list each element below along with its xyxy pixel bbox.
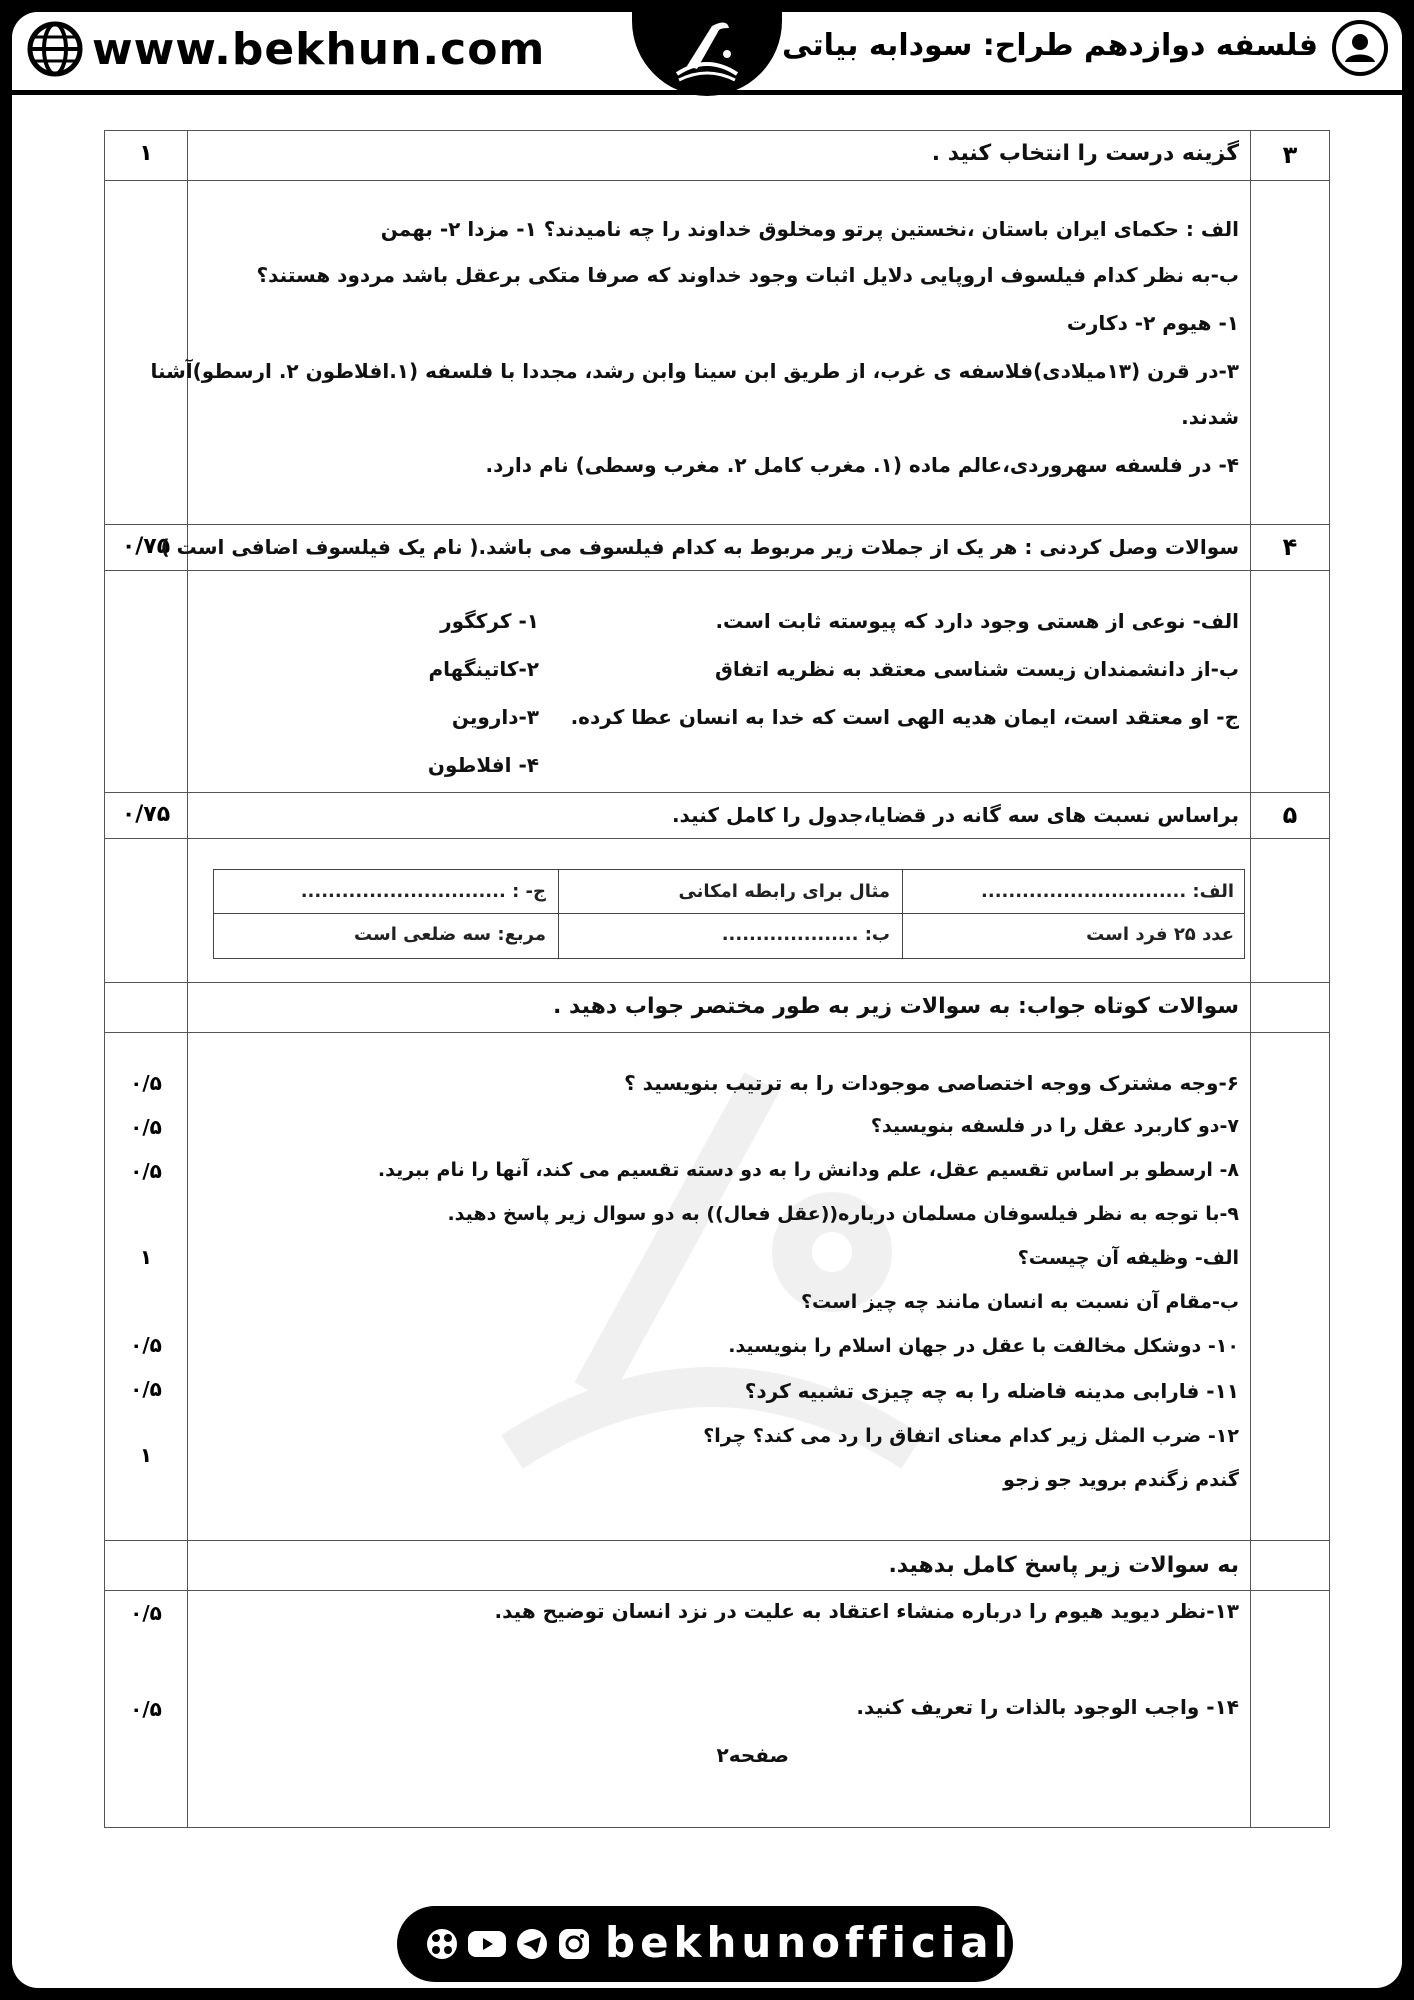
short-q10: ۱۰- دوشکل مخالفت با عقل در جهان اسلام را بنویسید. (728, 1335, 1239, 1357)
full-q14: ۱۴- واجب الوجود بالذات را تعریف کنید. (856, 1695, 1239, 1719)
logo-mark-icon (657, 14, 757, 88)
short-score-q12: ۱ (139, 1443, 153, 1467)
footer-social-bar (397, 1906, 1013, 1982)
short-score-q9: ۱ (139, 1245, 153, 1269)
full-q13: ۱۳-نظر دیوید هیوم را درباره منشاء اعتقاد به علیت در نزد انسان توضیح هید. (494, 1599, 1239, 1623)
q4-option-4: ۴- افلاطون (427, 753, 539, 777)
q3-instruction: گزینه درست را انتخاب کنید . (931, 141, 1239, 166)
user-icon (1332, 20, 1388, 76)
telegram-icon[interactable] (515, 1927, 549, 1961)
short-header-row (105, 983, 1329, 1033)
q4-option-2: ۲-کاتینگهام (428, 657, 539, 681)
q5-table (213, 869, 1245, 959)
full-instruction: به سوالات زیر پاسخ کامل بدهید. (888, 1553, 1239, 1578)
short-instruction: سوالات کوتاه جواب: به سوالات زیر به طور مختصر جواب دهید . (552, 994, 1239, 1019)
short-q7: ۷-دو کاربرد عقل را در فلسفه بنویسید؟ (870, 1115, 1239, 1137)
page-frame (12, 12, 1402, 1988)
full-score-q13: ۰/۵ (130, 1601, 162, 1625)
short-q12-proverb: گندم زگندم بروید جو زجو (1003, 1469, 1239, 1491)
footer-handle[interactable]: bekhunofficial (605, 1918, 1014, 1967)
full-body-row (105, 1591, 1329, 1827)
q3-line-4: ۴- در فلسفه سهروردی،عالم ماده (۱. مغرب کامل ۲. مغرب وسطی) نام دارد. (485, 453, 1239, 477)
q4-statement-alef: الف- نوعی از هستی وجود دارد که پیوسته ثابت است. (715, 609, 1239, 633)
short-score-q6: ۰/۵ (130, 1071, 162, 1095)
site-logo (632, 12, 782, 96)
full-score-q14: ۰/۵ (130, 1697, 162, 1721)
short-score-q10: ۰/۵ (130, 1333, 162, 1357)
youtube-icon[interactable] (467, 1927, 507, 1961)
instagram-icon[interactable] (557, 1927, 591, 1961)
page-number-label: صفحه۲ (716, 1743, 789, 1767)
short-body-row (105, 1033, 1329, 1541)
aparat-icon[interactable] (425, 1927, 459, 1961)
q5-cell-r2c3: مربع: سه ضلعی است (353, 924, 546, 945)
q4-body-row (105, 571, 1329, 793)
q3-line-3-cont: شدند. (1181, 405, 1239, 429)
short-q6: ۶-وجه مشترک ووجه اختصاصی موجودات را به ترتیب بنویسید ؟ (624, 1071, 1239, 1095)
header-title: فلسفه دوازدهم طراح: سودابه بیاتی (782, 28, 1318, 63)
globe-icon (26, 20, 84, 78)
q4-option-3: ۳-داروین (451, 705, 539, 729)
q4-option-1: ۱- کرکگور (440, 609, 539, 633)
short-q8: ۸- ارسطو بر اساس تقسیم عقل، علم ودانش را به دو دسته تقسیم می کند، آنها را نام ببرید. (377, 1159, 1239, 1181)
q3-score: ۱ (139, 141, 153, 166)
short-score-q11: ۰/۵ (130, 1377, 162, 1401)
q4-score: ۰/۷۵ (121, 534, 171, 559)
q5-header-row (105, 793, 1329, 839)
full-header-row (105, 1541, 1329, 1591)
short-score-q7: ۰/۵ (130, 1115, 162, 1139)
short-q12: ۱۲- ضرب المثل زیر کدام معنای اتفاق را رد می کند؟ چرا؟ (703, 1425, 1239, 1447)
q5-cell-r1c3: ج- : .............................. (300, 881, 546, 902)
q4-header-row (105, 525, 1329, 571)
q5-cell-r1c1: الف: .............................. (981, 881, 1234, 902)
q3-line-alef: الف : حکمای ایران باستان ،نخستین پرتو ومخلوق خداوند را چه نامیدند؟ ۱- مزدا ۲- بهمن (380, 217, 1239, 241)
short-score-q8: ۰/۵ (130, 1159, 162, 1183)
q3-line-be-options: ۱- هیوم ۲- دکارت (1066, 311, 1239, 335)
q5-number: ۵ (1282, 801, 1298, 829)
q5-body-row (105, 839, 1329, 983)
q3-header-row (105, 131, 1329, 181)
q5-cell-r1c2: مثال برای رابطه امکانی (678, 881, 890, 902)
q3-line-3: ۳-در قرن (۱۳میلادی)فلاسفه ی غرب، از طریق ابن سینا وابن رشد، مجددا با فلسفه (۱.افلاطون ۲. ارسطو)آشنا (150, 359, 1239, 383)
exam-sheet (104, 130, 1330, 1828)
q4-instruction: سوالات وصل کردنی : هر یک از جملات زیر مربوط به کدام فیلسوف می باشد.( نام یک فیلسوف اضافی است ) (160, 535, 1239, 559)
short-q9: ۹-با توجه به نظر فیلسوفان مسلمان درباره((عقل فعال)) به دو سوال زیر پاسخ دهید. (447, 1203, 1239, 1225)
short-q9-be: ب-مقام آن نسبت به انسان مانند چه چیز است؟ (800, 1291, 1239, 1313)
q3-body-row (105, 181, 1329, 525)
website-url[interactable]: www.bekhun.com (92, 24, 546, 75)
q5-cell-r2c2: ب: .................... (721, 924, 890, 945)
q5-score: ۰/۷۵ (121, 802, 171, 827)
short-q9-alef: الف- وظیفه آن چیست؟ (1017, 1247, 1239, 1269)
q4-statement-jim: ج- او معتقد است، ایمان هدیه الهی است که خدا به انسان عطا کرده. (570, 705, 1239, 729)
q4-statement-be: ب-از دانشمندان زیست شناسی معتقد به نظریه اتفاق (715, 657, 1239, 681)
q3-line-be: ب-به نظر کدام فیلسوف اروپایی دلایل اثبات وجود خداوند که صرفا متکی برعقل باشد مردود هستند؟ (256, 263, 1239, 287)
short-q11: ۱۱- فارابی مدینه فاضله را به چه چیزی تشبیه کرد؟ (744, 1379, 1239, 1403)
q3-number: ۳ (1282, 141, 1298, 169)
q5-cell-r2c1: عدد ۲۵ فرد است (1086, 924, 1234, 945)
q4-number: ۴ (1282, 533, 1298, 561)
page-header (12, 12, 1402, 95)
q5-instruction: براساس نسبت های سه گانه در قضایا،جدول را کامل کنید. (671, 803, 1239, 827)
